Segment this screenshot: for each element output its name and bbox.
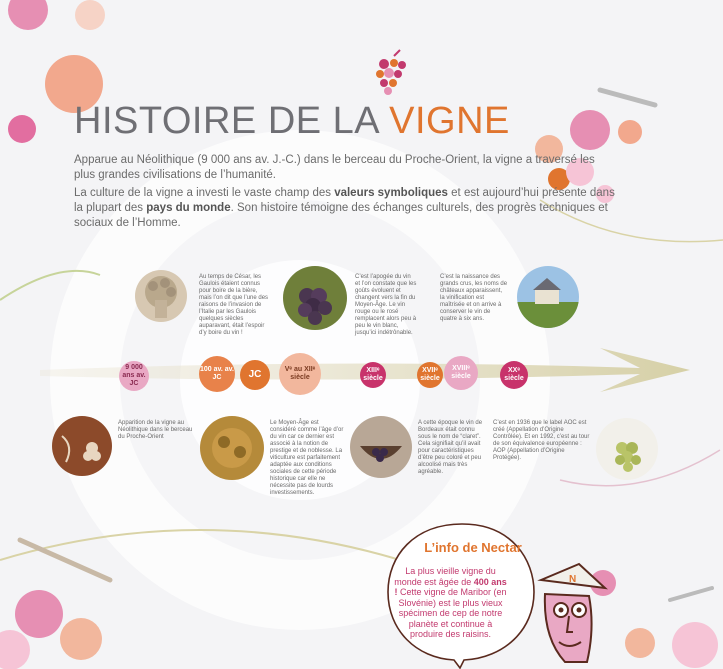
deco-circle [625,628,655,658]
nectar-text [393,566,508,640]
date-9000-bc: 9 000 ans av. JC [119,361,149,391]
intro-paragraph-2 [74,186,619,231]
date-18-century: XVIIIᵉ siècle [444,356,478,390]
intro-paragraph-1: Apparue au Néolithique (9 000 ans av. J.-C.) dans le berceau du Proche-Orient, la vigne a traversé les plus grandes civilisations de l’humanité. [74,154,595,181]
text-20-century: C’est en 1936 que le label AOC est créé (Appellation d’Origine Contrôlée). Et en 1992, c’est au tour de son équivalence européenne : AOP (Appellation d’Origine Protégée). [493,420,590,461]
text-middle-ages: Le Moyen-Âge est considéré comme l’âge d’or du vin car ce dernier est associé à la notion de prestige et de noblesse. La viticulture est parfaitement adaptée aux conditions sociales de cette période historique car elle ne nécessite pas de lourds investissements. [270,420,344,496]
text-13-century: C’est l’apogée du vin et l’on constate que les goûts évoluent et changent vers la fin du Moyen-Âge. Le vin rouge ou le rosé remplacent alors peu à peu le vin blanc, jusqu’ici indétrônable. [355,274,417,336]
medieval-relief-image [200,416,264,480]
date-100-bc: 100 av. av. JC [199,356,235,392]
date-17-century: XVIIᵉ siècle [417,362,443,388]
intro-text: . Son histoire témoigne des échanges culturels, des progrès techniques et sociaux de l’Homme. [74,202,608,229]
cave-painting-image [52,416,112,476]
deco-circle [618,120,642,144]
deco-circle [15,590,63,638]
text-17-century: A cette époque le vin de Bordeaux était connu sous le nom de “claret”. Cela signifiait qu’il avait pour caractéristiques d’être peu coloré et peu alcoolisé mais très agréable. [418,420,483,475]
nectar-text-part: Cette vigne de Maribor (en Slovénie) est le plus vieux spécimen de cep de notre planète et continue à produire des raisins. [397,587,507,639]
date-20-century: XXᵉ siècle [500,361,528,389]
date-5-12-century: Vᵉ au XIIᵉ siècle [279,353,321,395]
nectar-title: L’info de Nectar [424,540,522,555]
deco-circle [570,110,610,150]
white-grapes-image [596,418,658,480]
wine-basket-image [350,416,412,478]
date-13-century: XIIIᵉ siècle [360,362,386,388]
title-main: HISTOIRE DE LA [74,100,379,142]
deco-circle [8,115,36,143]
chateau-image [517,266,579,328]
nectar-text-part: La plus vieille vigne du monde est âgée de [394,566,496,587]
text-antiquity: Au temps de César, les Gaulois étaient connus pour boire de la bière, mais l’on dit que l’une des raisons de l’invasion de l’Italie par les Gaulois quelques siècles auparavant, était l’espoir d’y boire du vin ! [199,274,269,336]
title-accent: VIGNE [389,100,510,142]
intro-highlight: valeurs symboliques [334,187,448,199]
svg-text:N: N [569,574,577,585]
nectar-mascot [535,558,615,669]
deco-circle [60,618,102,660]
intro-text: et est aujourd’hui présente dans la plupart des [74,187,615,214]
deco-circle [672,622,718,668]
date-jc: JC [240,360,270,390]
grapes-image [283,266,347,330]
page-title [74,100,510,143]
intro-text: La culture de la vigne a investi le vaste champ des [74,187,335,199]
grape-logo [370,48,410,98]
intro-highlight: pays du monde [146,202,231,214]
deco-circle [75,0,105,30]
text-neolithic: Apparition de la vigne au Néolithique dans le berceau du Proche-Orient [118,420,193,440]
text-18-century: C’est la naissance des grands crus, les noms de châteaux apparaissent, la vinification est maîtrisée et on arrive à conserver le vin de quatre à six ans. [440,274,508,322]
nectar-highlight: 400 ans ! [394,576,507,597]
bacchus-statue-image [135,270,187,322]
